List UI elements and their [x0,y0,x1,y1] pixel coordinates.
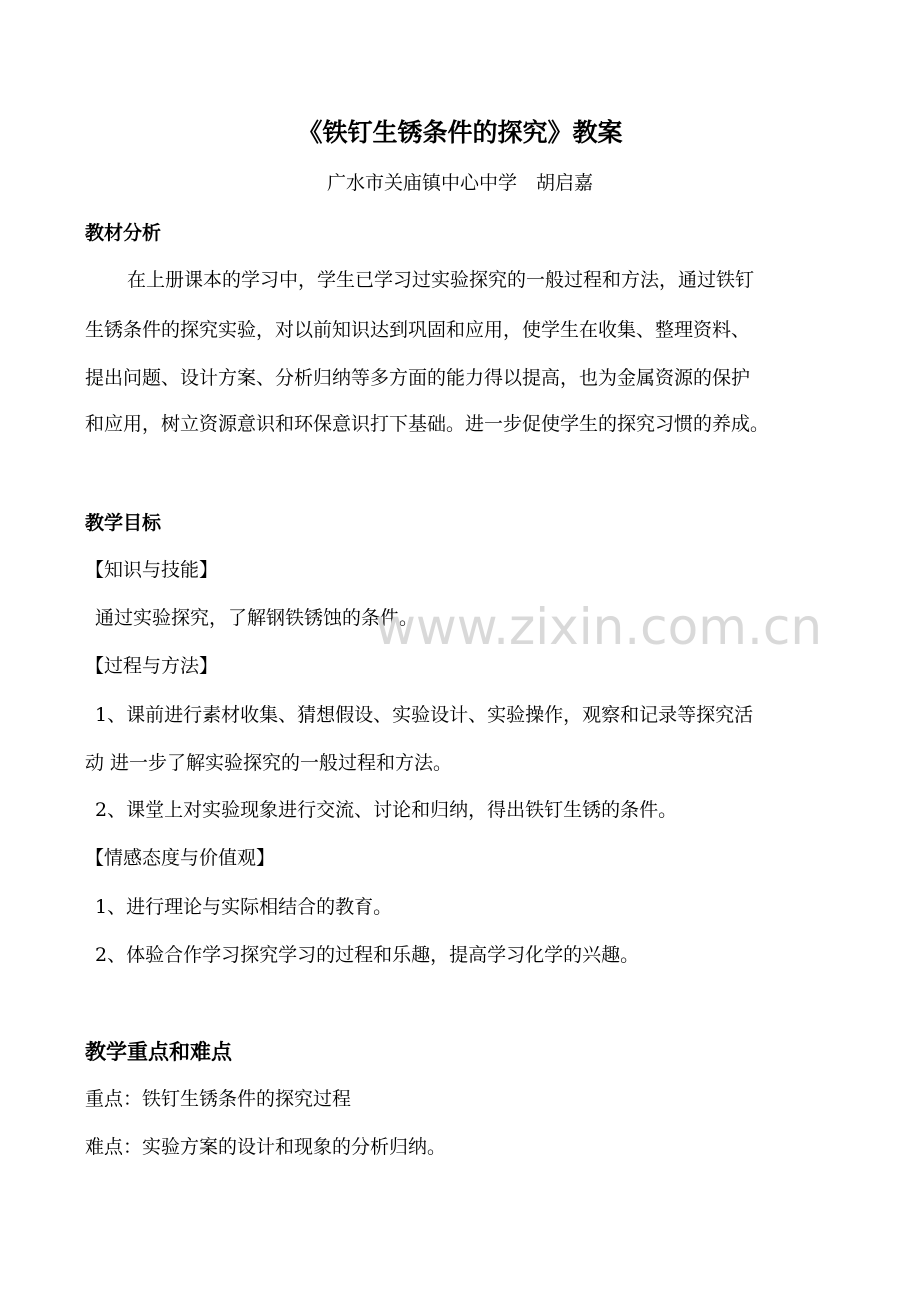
analysis-line-2: 生锈条件的探究实验，对以前知识达到巩固和应用，使学生在收集、整理资料、 [85,319,751,341]
process-item-1-line-1: 1、课前进行素材收集、猜想假设、实验设计、实验操作，观察和记录等探究活 [95,704,754,726]
document-author: 广水市关庙镇中心中学 胡启嘉 [326,172,593,194]
key-point: 重点：铁钉生锈条件的探究过程 [85,1088,352,1110]
emotion-item-2: 2、体验合作学习探究学习的过程和乐趣，提高学习化学的兴趣。 [95,944,640,966]
analysis-line-3: 提出问题、设计方案、分析归纳等多方面的能力得以提高，也为金属资源的保护 [85,367,751,389]
section-heading-focus: 教学重点和难点 [85,1040,232,1064]
section-heading-analysis: 教材分析 [85,222,162,244]
process-label: 【过程与方法】 [85,655,219,677]
process-item-2: 2、课堂上对实验现象进行交流、讨论和归纳，得出铁钉生锈的条件。 [95,799,678,821]
emotion-item-1: 1、进行理论与实际相结合的教育。 [95,896,393,918]
section-heading-objectives: 教学目标 [85,512,162,534]
watermark [375,598,823,656]
process-item-1-line-2: 动 进一步了解实验探究的一般过程和方法。 [85,752,453,774]
emotion-label: 【情感态度与价值观】 [85,847,276,869]
knowledge-text: 通过实验探究，了解钢铁锈蚀的条件。 [95,607,419,629]
difficulty-point: 难点：实验方案的设计和现象的分析归纳。 [85,1136,447,1158]
analysis-line-1: 在上册课本的学习中，学生已学习过实验探究的一般过程和方法，通过铁钉 [127,269,755,291]
analysis-line-4: 和应用，树立资源意识和环保意识打下基础。进一步促使学生的探究习惯的养成。 [85,413,770,435]
knowledge-label: 【知识与技能】 [85,559,219,581]
watermark-text: www.zixin.com.cn [375,598,823,656]
document-title: 《铁钉生锈条件的探究》教案 [297,118,623,147]
